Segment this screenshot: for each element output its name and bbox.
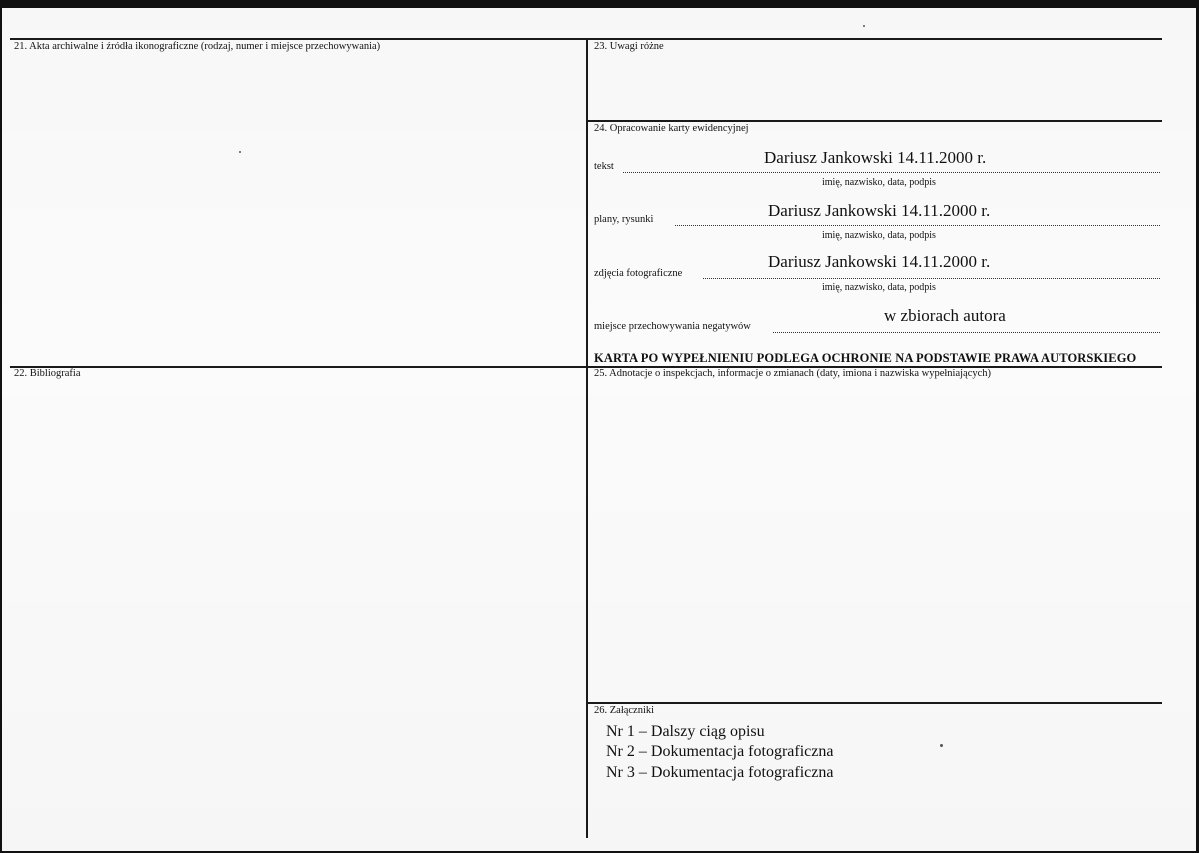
row-zdjecia-caption: imię, nazwisko, data, podpis [822,282,936,293]
copyright-note: KARTA PO WYPEŁNIENIU PODLEGA OCHRONIE NA PODSTAWIE PRAWA AUTORSKIEGO [594,351,1137,365]
row-tekst-dotted-line [623,172,1160,173]
column-divider [586,38,588,838]
section-24-label: 24. Opracowanie karty ewidencyjnej [594,123,749,134]
row-tekst-caption: imię, nazwisko, data, podpis [822,177,936,188]
row-tekst-value: Dariusz Jankowski 14.11.2000 r. [764,148,987,167]
section-21-label: 21. Akta archiwalne i źródła ikonograficzne (rodzaj, numer i miejsce przechowywania) [14,41,381,52]
attachment-item: Nr 1 – Dalszy ciąg opisu [606,723,765,740]
attachment-item: Nr 2 – Dokumentacja fotograficzna [606,743,834,760]
row-plany-label: plany, rysunki [594,214,654,225]
row-plany-dotted-line [675,225,1160,226]
section-22-label: 22. Bibliografia [14,368,81,379]
row-zdjecia-value: Dariusz Jankowski 14.11.2000 r. [768,252,991,271]
paper-speck [940,744,943,747]
negatives-dotted-line [773,332,1160,333]
form-sheet [2,8,1196,851]
row-plany-value: Dariusz Jankowski 14.11.2000 r. [768,201,991,220]
row-plany-caption: imię, nazwisko, data, podpis [822,230,936,241]
section-26-label: 26. Załączniki [594,705,655,716]
row-tekst-label: tekst [594,161,614,172]
attachment-item: Nr 3 – Dokumentacja fotograficzna [606,764,834,781]
section-25-label: 25. Adnotacje o inspekcjach, informacje o zmianach (daty, imiona i nazwiska wypełniających) [594,368,992,379]
negatives-label: miejsce przechowywania negatywów [594,321,751,332]
paper-speck [863,25,865,27]
row-zdjecia-dotted-line [703,278,1160,279]
section-24-rule [588,120,1162,122]
section-23-label: 23. Uwagi różne [594,41,664,52]
section-26-rule [588,702,1162,704]
negatives-value: w zbiorach autora [884,306,1006,325]
paper-speck [239,151,241,153]
row-zdjecia-label: zdjęcia fotograficzne [594,268,683,279]
